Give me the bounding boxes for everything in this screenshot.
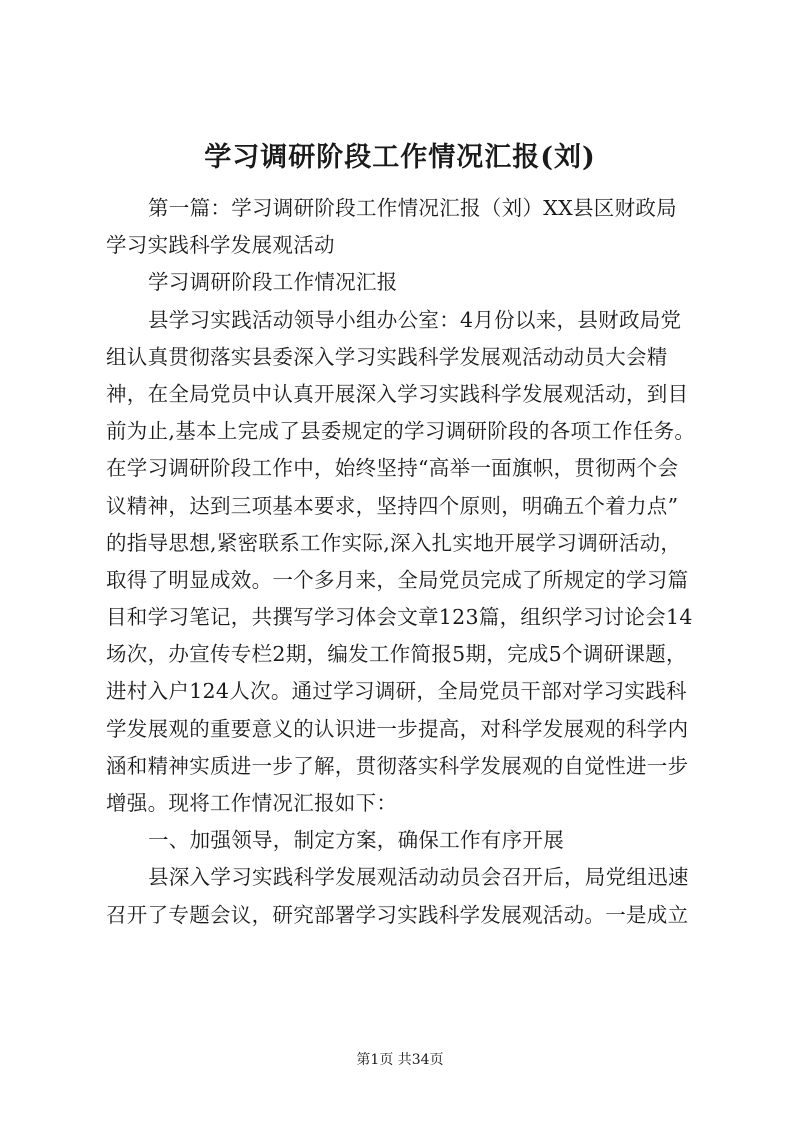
document-title: 学习调研阶段工作情况汇报(刘) [204, 142, 596, 173]
paragraph-line: 场次，办宣传专栏2期，编发工作简报5期，完成5个调研课题， [106, 642, 687, 667]
page-footer: 第1页 共34页 [356, 1052, 444, 1068]
section-heading: 一、加强领导，制定方案，确保工作有序开展 [148, 828, 564, 853]
paragraph-line: 第一篇：学习调研阶段工作情况汇报（刘）XX县区财政局 [148, 196, 677, 220]
paragraph-line: 的指导思想,紧密联系工作实际,深入扎实地开展学习调研活动， [106, 530, 682, 555]
paragraph-line: 县学习实践活动领导小组办公室：4月份以来，县财政局党 [148, 307, 682, 332]
paragraph-line: 涵和精神实质进一步了解，贯彻落实科学发展观的自觉性进一步 [106, 753, 689, 778]
paragraph-line: 议精神，达到三项基本要求，坚持四个原则，明确五个着力点” [106, 493, 679, 518]
paragraph-line: 县深入学习实践科学发展观活动动员会召开后，局党组迅速 [148, 865, 689, 890]
document-body [106, 190, 718, 934]
section-heading: 学习调研阶段工作情况汇报 [148, 270, 398, 295]
paragraph-line: 学习实践科学发展观活动 [106, 233, 335, 258]
paragraph-line: 学发展观的重要意义的认识进一步提高，对科学发展观的科学内 [106, 716, 689, 741]
paragraph-line: 组认真贯彻落实县委深入学习实践科学发展观活动动员大会精 [106, 344, 668, 369]
paragraph-line: 增强。现将工作情况汇报如下： [106, 791, 398, 815]
paragraph-line: 神，在全局党员中认真开展深入学习实践科学发展观活动，到目 [106, 381, 689, 406]
paragraph-line: 进村入户124人次。通过学习调研，全局党员干部对学习实践科 [106, 679, 687, 704]
paragraph-line: 取得了明显成效。一个多月来，全局党员完成了所规定的学习篇 [106, 567, 689, 592]
paragraph-line: 召开了专题会议，研究部署学习实践科学发展观活动。一是成立 [106, 902, 689, 927]
paragraph-line: 目和学习笔记，共撰写学习体会文章123篇，组织学习讨论会14 [106, 605, 693, 630]
paragraph-line: 前为止,基本上完成了县委规定的学习调研阶段的各项工作任务。 [106, 419, 696, 444]
paragraph-line: 在学习调研阶段工作中，始终坚持“高举一面旗帜，贯彻两个会 [106, 456, 679, 481]
